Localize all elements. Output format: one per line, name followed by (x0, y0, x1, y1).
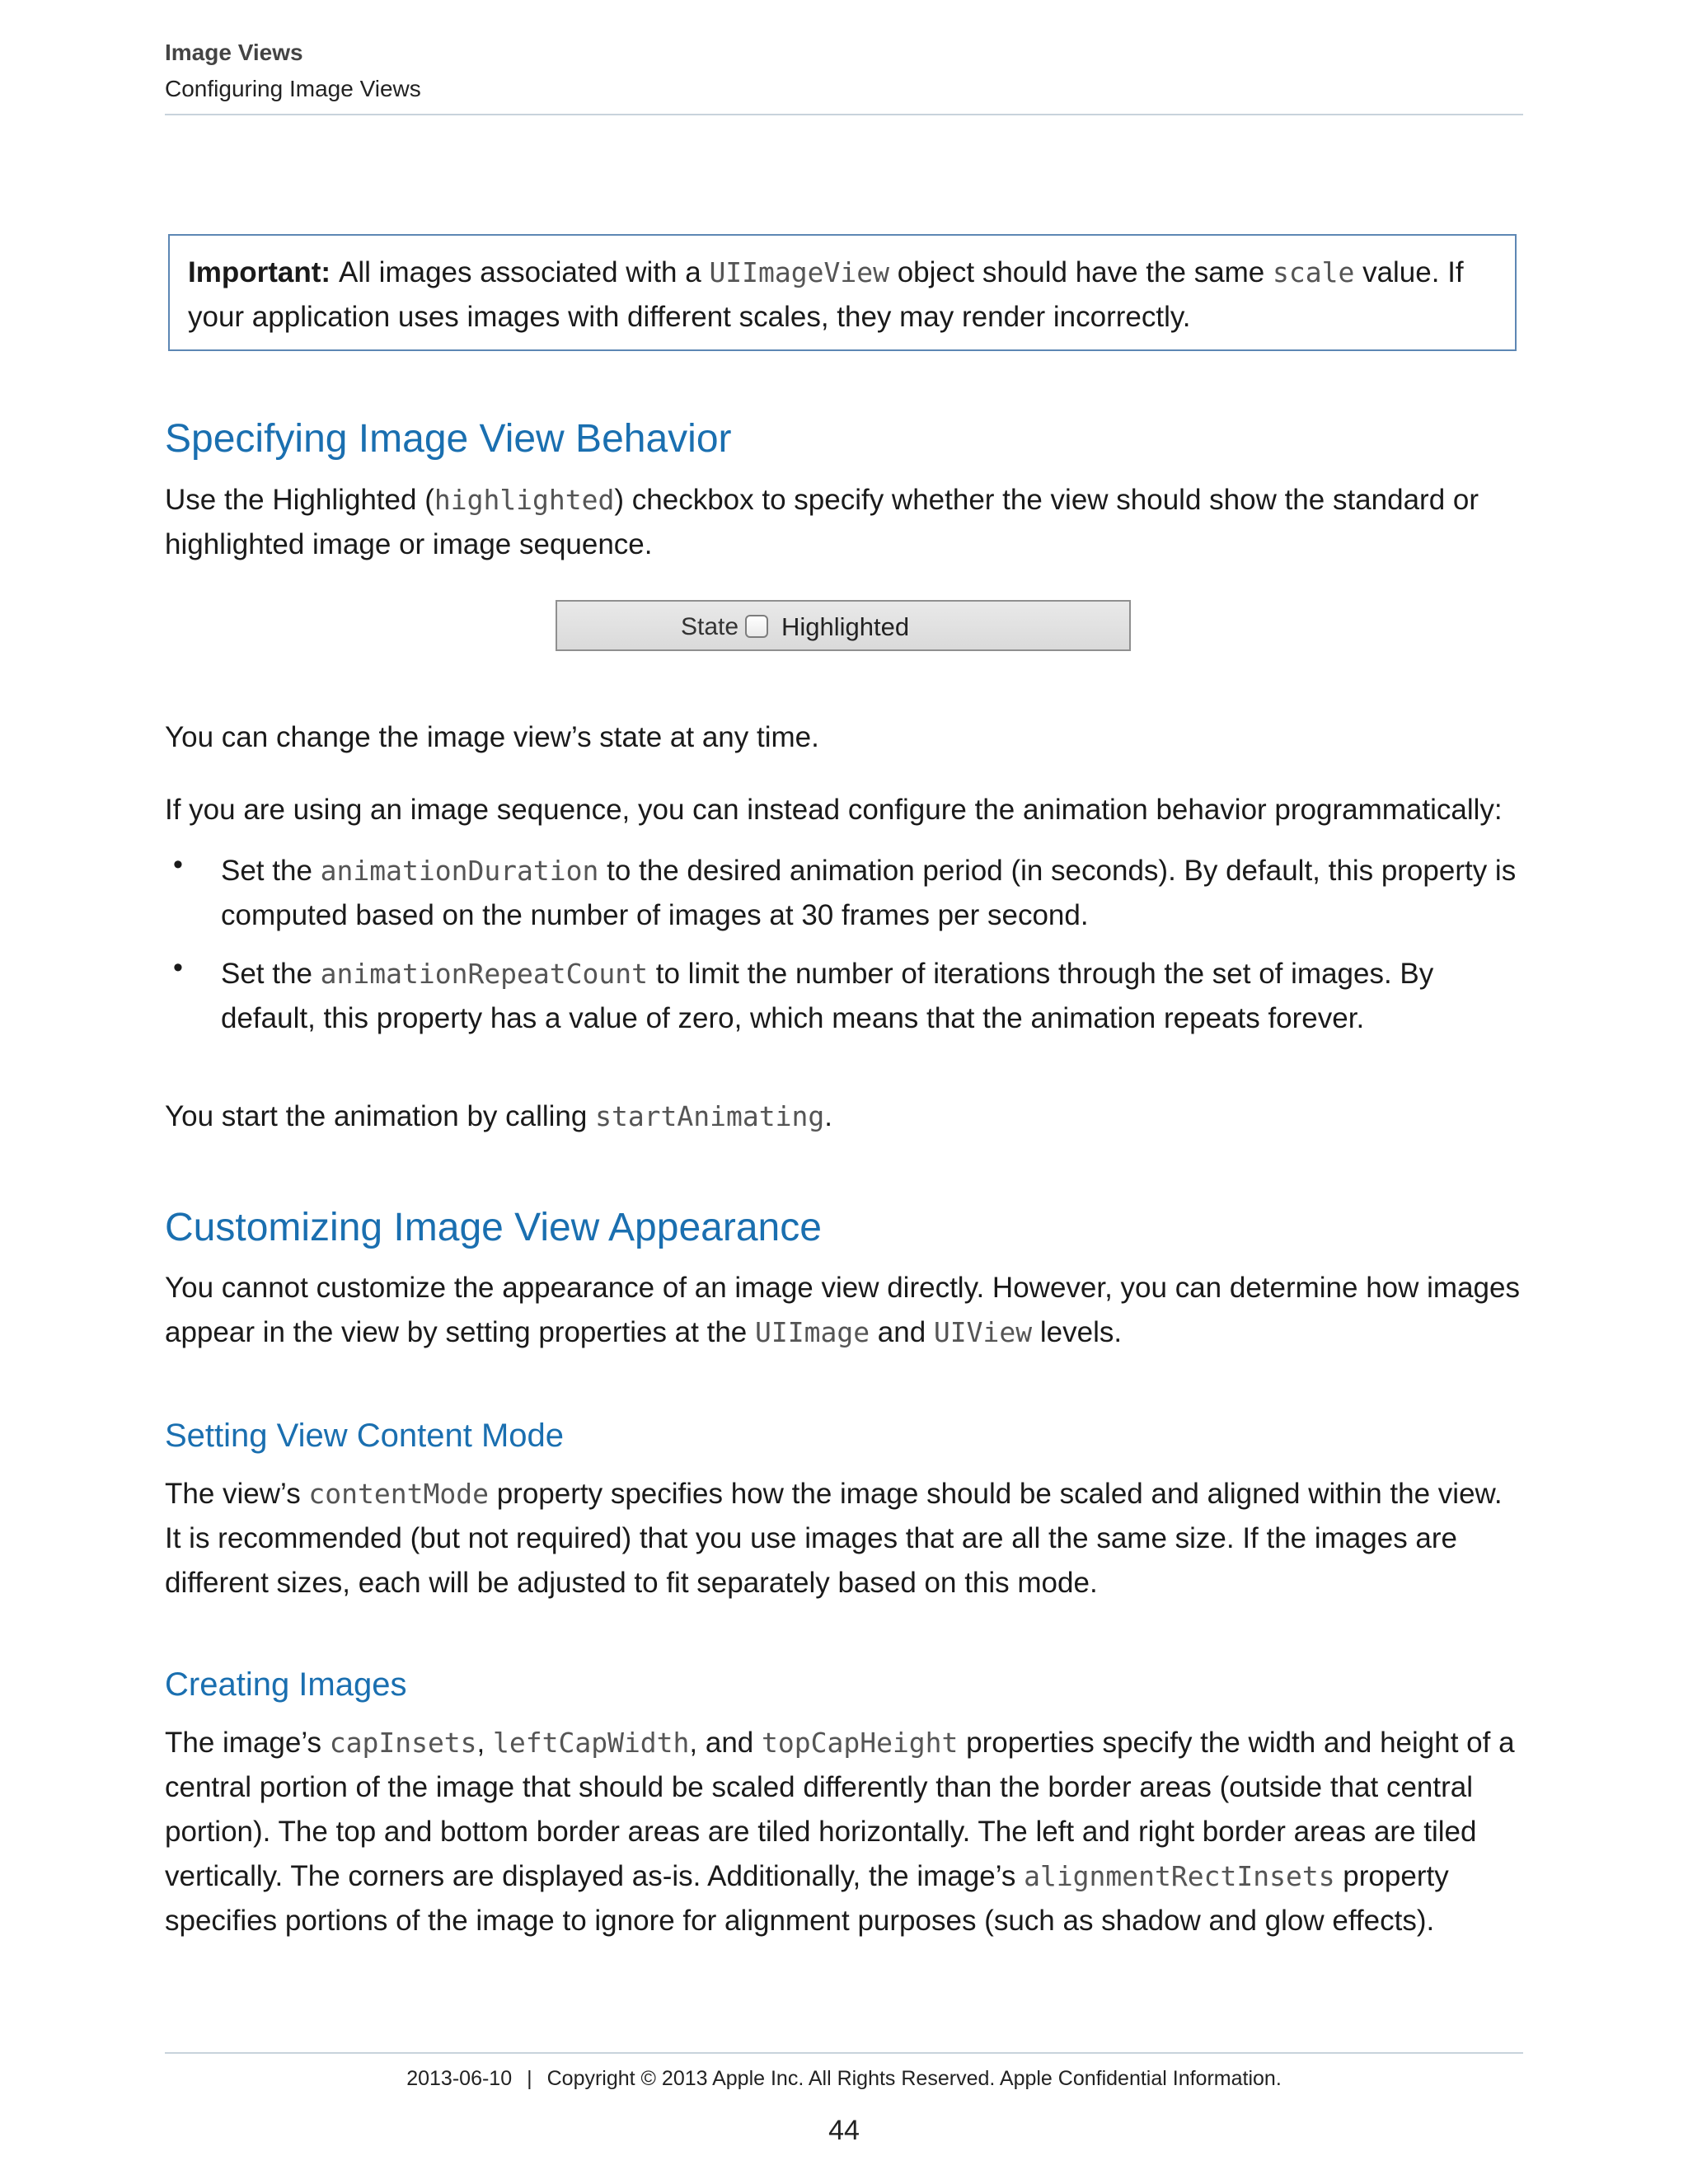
paragraph-appearance-intro (165, 1266, 1525, 1355)
text-run: All images associated with a (339, 256, 710, 288)
important-label: Important: (188, 256, 331, 288)
bullet-icon: • (173, 952, 183, 983)
bullet-item-animation-duration (221, 849, 1527, 938)
text-run: You cannot customize the appearance of an image view directly. However, you can determine how images appear in the view by setting properties at the (165, 1272, 1520, 1348)
code-term: highlighted (434, 484, 615, 516)
text-run: to the desired animation period (in seconds). By default, this property is computed based on the number of images at 30 frames per second. (221, 855, 1517, 931)
text-run: properties specify the width and height of a central portion of the image that should be scaled differently than the border areas (outside that central portion). The top and bottom border areas are tiled horizontally. The left and right border areas are tiled vertically. The corners are displayed as-is. Additionally, the image’s (165, 1727, 1515, 1892)
paragraph-start-animation (165, 1094, 1525, 1139)
highlighted-checkbox[interactable] (745, 615, 768, 638)
code-term: UIImage (754, 1316, 870, 1348)
text-run: property specifies portions of the image to ignore for alignment purposes (such as shadow and glow effects). (165, 1860, 1449, 1937)
footer-text (0, 2067, 1688, 2091)
code-term: UIView (933, 1316, 1033, 1348)
code-term: leftCapWidth (493, 1727, 690, 1759)
text-run: , (476, 1727, 493, 1759)
important-text (188, 251, 1507, 340)
text-run: property specifies how the image should be scaled and aligned within the view. It is recommended (but not required) that you use images that are all the same size. If the images are different sizes, each will be adjusted to fit separately based on this mode. (165, 1478, 1503, 1599)
code-term: startAnimating (595, 1100, 825, 1132)
state-label: State (681, 613, 739, 640)
code-term: alignmentRectInsets (1024, 1860, 1335, 1892)
text-run: The image’s (165, 1727, 330, 1759)
heading-content-mode: Setting View Content Mode (165, 1418, 565, 1454)
text-run: to limit the number of iterations through the set of images. By default, this property has a value of zero, which means that the animation repeats forever. (221, 958, 1434, 1034)
bullet-icon: • (173, 849, 183, 880)
bullet-item-animation-repeat-count (221, 952, 1527, 1041)
code-term: animationDuration (320, 855, 599, 887)
highlighted-checkbox-label[interactable]: Highlighted (781, 612, 910, 641)
text-run: and (870, 1316, 934, 1348)
heading-specifying-behavior: Specifying Image View Behavior (165, 417, 732, 461)
footer-date: 2013-06-10 (406, 2067, 513, 2090)
code-term: contentMode (308, 1478, 489, 1510)
state-inspector-widget (556, 600, 1131, 651)
page-number: 44 (828, 2115, 860, 2146)
footer-separator: | (527, 2067, 532, 2090)
header-chapter-title: Image Views (165, 40, 303, 65)
paragraph-image-sequence: If you are using an image sequence, you can instead configure the animation behavior programmatically: (165, 794, 1503, 826)
paragraph-behavior-intro (165, 478, 1525, 567)
heading-creating-images: Creating Images (165, 1666, 407, 1703)
text-run: Use the Highlighted ( (165, 484, 434, 516)
text-run: , and (689, 1727, 762, 1759)
text-run: ) checkbox to specify whether the view should show the standard or highlighted image or image sequence. (165, 484, 1479, 560)
text-run: levels. (1032, 1316, 1123, 1348)
text-run: You start the animation by calling (165, 1100, 596, 1132)
code-term: topCapHeight (762, 1727, 959, 1759)
text-run: object should have the same (889, 256, 1273, 288)
code-term: UIImageView (709, 256, 889, 288)
important-callout (168, 234, 1517, 351)
text-run: value. If your application uses images with different scales, they may render incorrectly. (188, 256, 1464, 333)
heading-customizing-appearance: Customizing Image View Appearance (165, 1206, 822, 1249)
code-term: scale (1273, 256, 1355, 288)
header-divider (165, 114, 1523, 115)
footer-copyright: Copyright © 2013 Apple Inc. All Rights Reserved. Apple Confidential Information. (546, 2067, 1282, 2090)
text-run: Set the (221, 958, 321, 990)
code-term: animationRepeatCount (320, 958, 648, 990)
paragraph-content-mode (165, 1472, 1525, 1605)
text-run: Set the (221, 855, 321, 887)
text-run: . (824, 1100, 832, 1132)
text-run: The view’s (165, 1478, 309, 1510)
code-term: capInsets (329, 1727, 477, 1759)
header-section-title: Configuring Image Views (165, 76, 421, 101)
paragraph-creating-images (165, 1721, 1525, 1943)
paragraph-state-change: You can change the image view’s state at any time. (165, 721, 819, 753)
footer-divider (165, 2052, 1523, 2054)
